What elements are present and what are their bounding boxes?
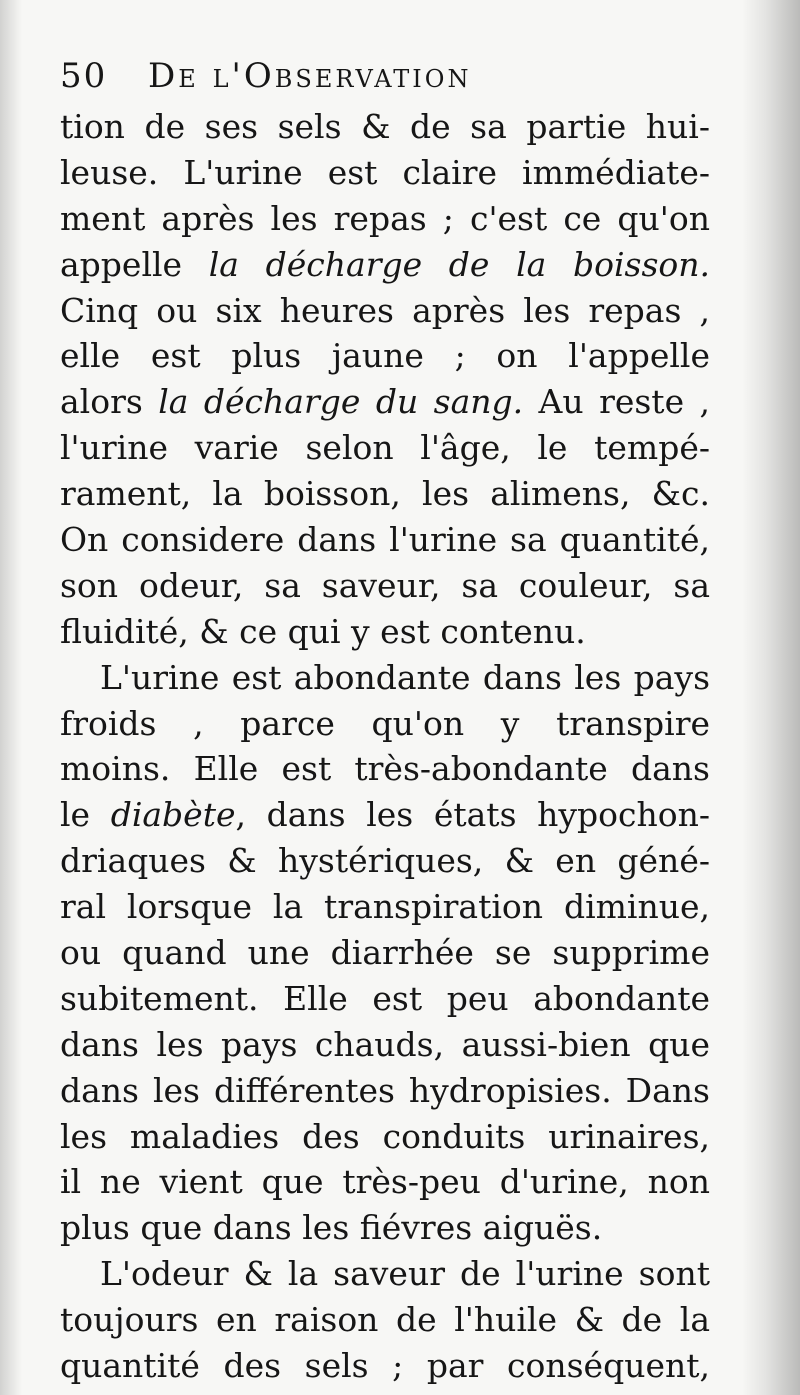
text-line: moins. Elle est très-abondante dans [60, 749, 710, 789]
text-line [60, 242, 710, 288]
text-run: , dans les états hypochon- [235, 795, 711, 835]
text-run: Au reste , [523, 382, 711, 422]
text-line: froids , parce qu'on y transpire [60, 703, 710, 743]
running-head-title: De l'Observation [148, 56, 472, 96]
text-line: son odeur, sa saveur, sa couleur, sa [60, 565, 710, 605]
text-line: leuse. L'urine est claire immédiate- [60, 152, 710, 192]
italic-phrase: la décharge du sang. [158, 382, 524, 422]
italic-phrase: diabète [110, 795, 236, 835]
page-edge-shadow [742, 0, 800, 1395]
paragraph-first-line: L'odeur & la saveur de l'urine sont [100, 1254, 710, 1294]
text-line: On considere dans l'urine sa quantité, [60, 520, 710, 560]
text-line: Cinq ou six heures après les repas , [60, 290, 710, 330]
text-line: tion de ses sels & de sa partie hui- [60, 107, 710, 146]
paragraph-first-line: L'urine est abondante dans les pays [100, 657, 710, 697]
text-line: elle est plus jaune ; on l'appelle [60, 336, 710, 376]
page-number: 50 [60, 56, 108, 96]
text-line: quantité des sels ; par conséquent, [60, 1346, 710, 1386]
page-text [60, 48, 710, 1389]
italic-phrase: la décharge de la boisson. [208, 244, 710, 284]
paragraph-end-line: plus que dans les fiévres aiguës. [60, 1208, 603, 1248]
text-line: ral lorsque la transpiration diminue, [60, 887, 710, 927]
text-line: il ne vient que très-peu d'urine, non [60, 1162, 710, 1202]
text-run: appelle [60, 244, 209, 284]
text-line [60, 792, 710, 838]
text-run: le [60, 795, 111, 835]
text-line: toujours en raison de l'huile & de la [60, 1300, 710, 1340]
text-line: subitement. Elle est peu abondante [60, 978, 710, 1018]
page-gutter-shadow [0, 0, 22, 1395]
text-run: alors [60, 382, 159, 422]
text-line: ment après les repas ; c'est ce qu'on [60, 198, 710, 238]
text-line: driaques & hystériques, & en géné- [60, 841, 710, 881]
text-line: ou quand une diarrhée se supprime [60, 933, 710, 973]
text-line: dans les pays chauds, aussi-bien que [60, 1024, 710, 1064]
text-line: les maladies des conduits urinaires, [60, 1116, 710, 1156]
paragraph-end-line: fluidité, & ce qui y est contenu. [60, 611, 586, 651]
text-line: dans les différentes hydropisies. Dans [60, 1070, 710, 1110]
running-head [60, 48, 710, 104]
text-line: rament, la boisson, les alimens, &c. [60, 474, 710, 514]
text-line [60, 379, 710, 425]
text-line: l'urine varie selon l'âge, le tempé- [60, 428, 710, 468]
